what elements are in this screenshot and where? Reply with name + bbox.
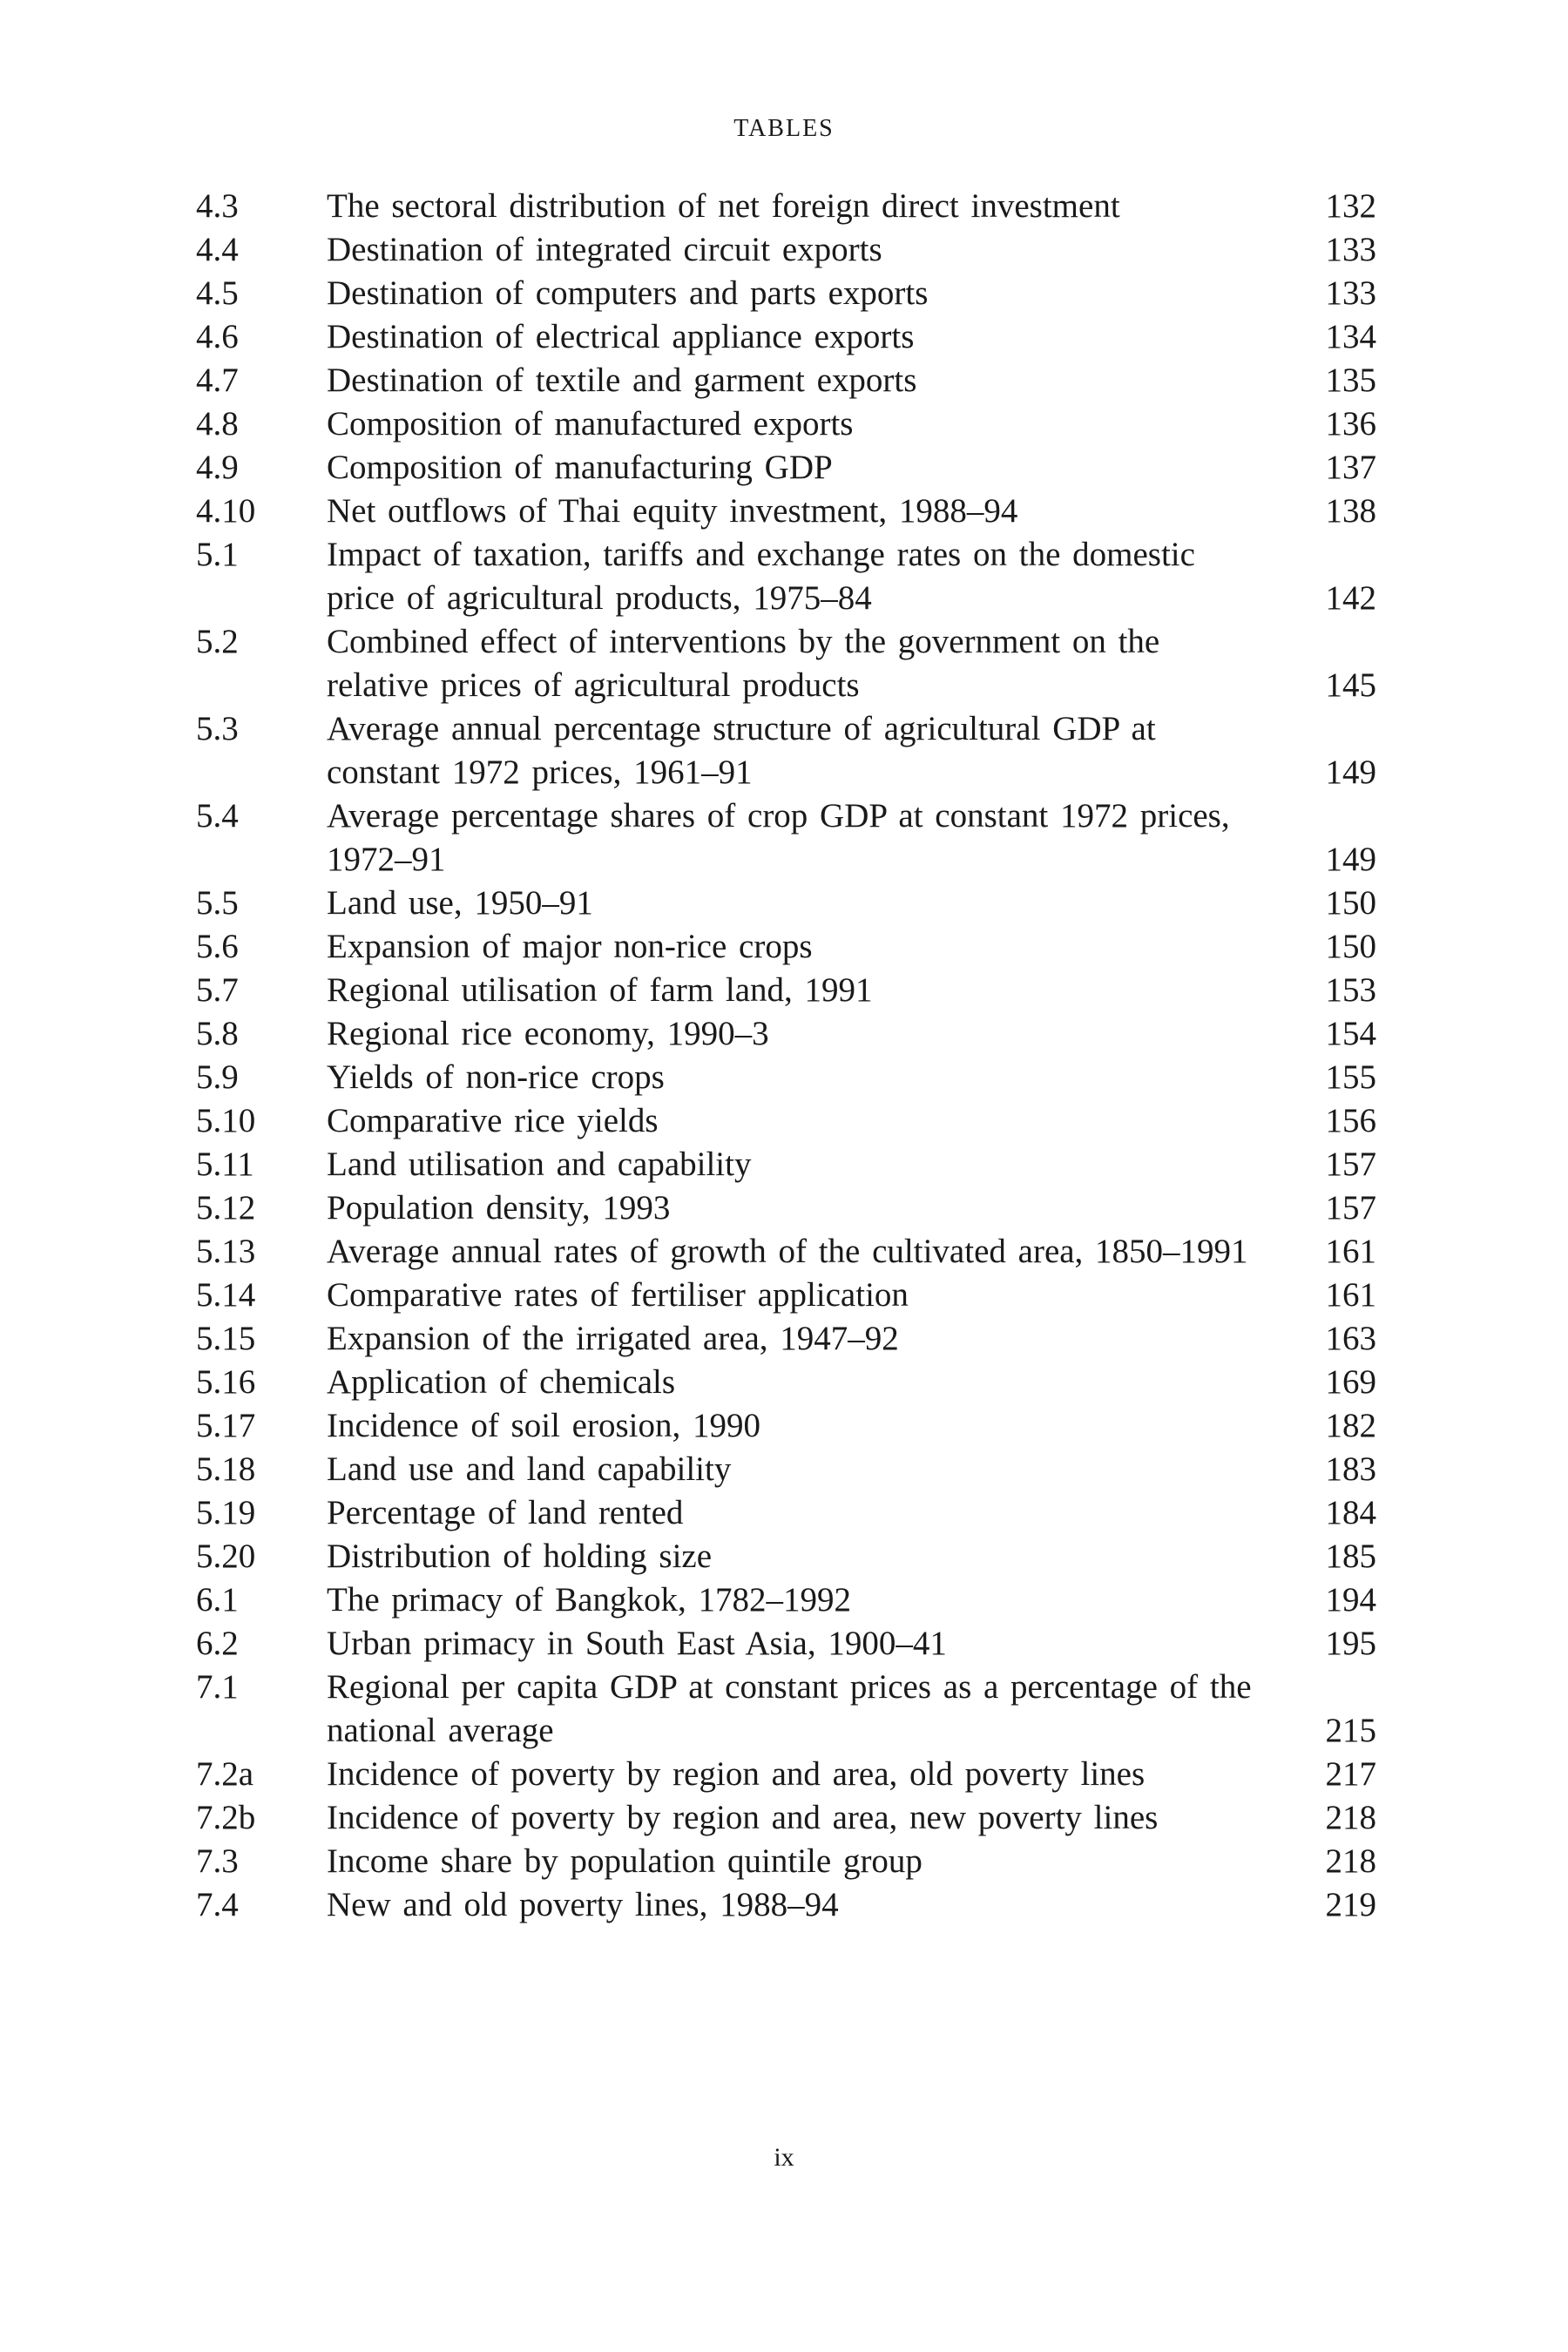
table-number: 7.1 (196, 1668, 239, 1706)
page-number: 219 (1325, 1886, 1376, 1923)
table-title: Expansion of major non-rice crops (327, 928, 813, 965)
toc-entry (196, 490, 1376, 533)
toc-entry (196, 1753, 1376, 1796)
page-number: 133 (1325, 274, 1376, 312)
page-number: 149 (1325, 754, 1376, 791)
page-number: 134 (1325, 318, 1376, 355)
table-number: 5.2 (196, 623, 239, 660)
toc-entry (196, 1274, 1376, 1317)
table-number: 5.3 (196, 710, 239, 747)
page-number: 155 (1325, 1058, 1376, 1096)
table-number: 5.1 (196, 536, 239, 573)
table-number: 5.16 (196, 1363, 256, 1401)
toc-entry (196, 1317, 1376, 1361)
page-number: 183 (1325, 1450, 1376, 1488)
table-title: Destination of integrated circuit exports (327, 231, 882, 268)
table-title: Comparative rice yields (327, 1102, 659, 1139)
table-number: 7.2a (196, 1755, 254, 1793)
toc-entry (196, 1840, 1376, 1883)
toc-entry (196, 359, 1376, 402)
table-number: 5.13 (196, 1233, 256, 1270)
page-number: 138 (1325, 492, 1376, 530)
page-number: 157 (1325, 1189, 1376, 1227)
page-number: 145 (1325, 666, 1376, 704)
table-title: Average annual rates of growth of the cultivated area, 1850–1991 (327, 1233, 1248, 1270)
table-title: Regional rice economy, 1990–3 (327, 1015, 769, 1052)
table-number: 4.6 (196, 318, 239, 355)
table-number: 4.5 (196, 274, 239, 312)
table-number: 4.4 (196, 231, 239, 268)
toc-entry (196, 185, 1376, 228)
table-title: Regional utilisation of farm land, 1991 (327, 971, 873, 1009)
page-folio: ix (774, 2143, 794, 2172)
table-title: The sectoral distribution of net foreign direct investment (327, 187, 1120, 225)
table-number: 5.12 (196, 1189, 256, 1227)
toc-entry (196, 1143, 1376, 1186)
toc-entry (196, 533, 1376, 620)
page-number: 163 (1325, 1320, 1376, 1357)
toc-entry (196, 402, 1376, 446)
table-number: 5.17 (196, 1407, 256, 1444)
table-number: 5.19 (196, 1494, 256, 1531)
table-title: Destination of electrical appliance exports (327, 318, 915, 355)
table-title: Composition of manufacturing GDP (327, 449, 833, 486)
page-number: 156 (1325, 1102, 1376, 1139)
table-number: 4.9 (196, 449, 239, 486)
table-number: 5.15 (196, 1320, 256, 1357)
table-title: Land use and land capability (327, 1450, 732, 1488)
page-number: 154 (1325, 1015, 1376, 1052)
table-number: 4.10 (196, 492, 256, 530)
table-number: 4.8 (196, 405, 239, 443)
table-number: 5.5 (196, 884, 239, 922)
table-number: 6.2 (196, 1625, 239, 1662)
toc-entry (196, 228, 1376, 272)
table-title: Destination of textile and garment exports (327, 362, 917, 399)
page-number: 161 (1325, 1276, 1376, 1314)
toc-entry (196, 272, 1376, 315)
page-number: 169 (1325, 1363, 1376, 1401)
table-title: Average annual percentage structure of agricultural GDP at constant 1972 prices, 1961–91 (327, 710, 1156, 791)
table-title: Incidence of poverty by region and area, new poverty lines (327, 1799, 1159, 1836)
page-number: 218 (1325, 1799, 1376, 1836)
toc-entry (196, 1056, 1376, 1099)
page-number: 137 (1325, 449, 1376, 486)
page-number: 218 (1325, 1842, 1376, 1880)
table-number: 5.10 (196, 1102, 256, 1139)
page-number: 153 (1325, 971, 1376, 1009)
table-number: 4.3 (196, 187, 239, 225)
table-title: Incidence of soil erosion, 1990 (327, 1407, 760, 1444)
toc-entry (196, 707, 1376, 794)
table-title: Land use, 1950–91 (327, 884, 593, 922)
table-title: Income share by population quintile group (327, 1842, 923, 1880)
table-title: The primacy of Bangkok, 1782–1992 (327, 1581, 851, 1619)
table-number: 5.20 (196, 1538, 256, 1575)
toc-entry (196, 1578, 1376, 1622)
page-number: 195 (1325, 1625, 1376, 1662)
toc-entry (196, 925, 1376, 969)
toc-entry (196, 1535, 1376, 1578)
table-title: Yields of non-rice crops (327, 1058, 665, 1096)
table-title: Combined effect of interventions by the government on the relative prices of agricultural products (327, 623, 1160, 704)
table-number: 5.7 (196, 971, 239, 1009)
table-title: Composition of manufactured exports (327, 405, 854, 443)
table-number: 5.4 (196, 797, 239, 835)
table-number: 5.8 (196, 1015, 239, 1052)
table-number: 5.11 (196, 1146, 254, 1183)
table-title: Land utilisation and capability (327, 1146, 752, 1183)
table-number: 6.1 (196, 1581, 239, 1619)
toc-entry (196, 969, 1376, 1012)
page-number: 217 (1325, 1755, 1376, 1793)
toc-entry (196, 1491, 1376, 1535)
table-title: Net outflows of Thai equity investment, 1988–94 (327, 492, 1018, 530)
table-title: Destination of computers and parts exports (327, 274, 929, 312)
toc-entry (196, 1666, 1376, 1753)
page-number: 150 (1325, 928, 1376, 965)
toc-entry (196, 882, 1376, 925)
table-title: Expansion of the irrigated area, 1947–92 (327, 1320, 899, 1357)
toc-entry (196, 620, 1376, 707)
page-number: 194 (1325, 1581, 1376, 1619)
table-title: Urban primacy in South East Asia, 1900–41 (327, 1625, 947, 1662)
page-number: 133 (1325, 231, 1376, 268)
table-title: Population density, 1993 (327, 1189, 671, 1227)
toc-entry (196, 1361, 1376, 1404)
toc-entry (196, 794, 1376, 882)
toc-entry (196, 1448, 1376, 1491)
toc-entry (196, 1796, 1376, 1840)
toc-entry (196, 1099, 1376, 1143)
table-title: Regional per capita GDP at constant prices as a percentage of the national average (327, 1668, 1252, 1749)
toc-entry (196, 1883, 1376, 1927)
table-number: 5.14 (196, 1276, 256, 1314)
table-title: Impact of taxation, tariffs and exchange rates on the domestic price of agricultural products, 1975–84 (327, 536, 1195, 617)
table-number: 7.2b (196, 1799, 256, 1836)
toc-entry (196, 1230, 1376, 1274)
page-number: 142 (1325, 579, 1376, 617)
toc-entry (196, 1622, 1376, 1666)
page-number: 157 (1325, 1146, 1376, 1183)
table-title: Incidence of poverty by region and area, old poverty lines (327, 1755, 1146, 1793)
page-number: 215 (1325, 1712, 1376, 1749)
table-title: Percentage of land rented (327, 1494, 684, 1531)
table-title: Distribution of holding size (327, 1538, 713, 1575)
toc-entry (196, 1404, 1376, 1448)
page-number: 149 (1325, 841, 1376, 878)
table-number: 5.6 (196, 928, 239, 965)
table-number: 5.9 (196, 1058, 239, 1096)
page-number: 135 (1325, 362, 1376, 399)
table-number: 5.18 (196, 1450, 256, 1488)
table-number: 4.7 (196, 362, 239, 399)
page-number: 132 (1325, 187, 1376, 225)
running-head: TABLES (733, 115, 835, 142)
table-title: Application of chemicals (327, 1363, 676, 1401)
page-number: 150 (1325, 884, 1376, 922)
toc-entry (196, 1012, 1376, 1056)
table-number: 7.3 (196, 1842, 239, 1880)
toc-entry (196, 1186, 1376, 1230)
toc-entry (196, 446, 1376, 490)
toc-entry (196, 315, 1376, 359)
table-number: 7.4 (196, 1886, 239, 1923)
page-number: 182 (1325, 1407, 1376, 1444)
page-number: 185 (1325, 1538, 1376, 1575)
table-title: New and old poverty lines, 1988–94 (327, 1886, 839, 1923)
list-of-tables (196, 185, 1376, 1927)
page-number: 161 (1325, 1233, 1376, 1270)
table-title: Comparative rates of fertiliser application (327, 1276, 909, 1314)
table-title: Average percentage shares of crop GDP at constant 1972 prices, 1972–91 (327, 797, 1230, 878)
page-number: 136 (1325, 405, 1376, 443)
page-number: 184 (1325, 1494, 1376, 1531)
